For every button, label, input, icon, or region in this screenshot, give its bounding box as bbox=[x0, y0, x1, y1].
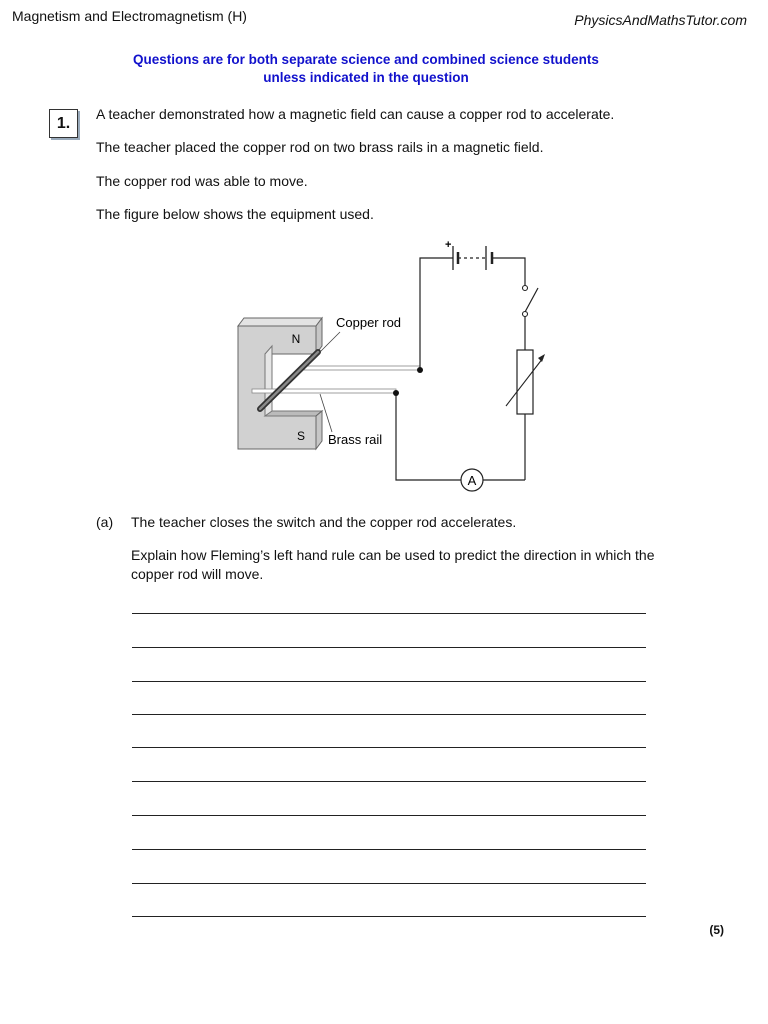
equipment-diagram bbox=[230, 236, 560, 498]
part-a-label: (a) bbox=[96, 514, 114, 530]
answer-line[interactable] bbox=[132, 883, 646, 884]
switch bbox=[523, 286, 539, 317]
notice-line-2: unless indicated in the question bbox=[263, 70, 469, 85]
question-number: 1. bbox=[49, 109, 78, 138]
notice-line-1: Questions are for both separate science and combined science students bbox=[133, 52, 599, 67]
answer-line[interactable] bbox=[132, 815, 646, 816]
answer-line[interactable] bbox=[132, 714, 646, 715]
header-topic: Magnetism and Electromagnetism (H) bbox=[12, 8, 247, 24]
connection-dot bbox=[393, 390, 399, 396]
answer-line[interactable] bbox=[132, 647, 646, 648]
brass-rail-label: Brass rail bbox=[328, 432, 383, 447]
battery bbox=[445, 239, 492, 270]
answer-line[interactable] bbox=[132, 781, 646, 782]
answer-line[interactable] bbox=[132, 613, 646, 614]
marks-label: (5) bbox=[709, 923, 724, 937]
question-paragraph: The teacher placed the copper rod on two brass rails in a magnetic field. bbox=[96, 139, 544, 155]
copper-rod-label: Copper rod bbox=[336, 315, 402, 330]
ammeter bbox=[461, 469, 483, 491]
question-paragraph: The figure below shows the equipment used. bbox=[96, 206, 374, 222]
answer-line[interactable] bbox=[132, 849, 646, 850]
magnet bbox=[238, 318, 322, 449]
answer-line[interactable] bbox=[132, 747, 646, 748]
connection-dot bbox=[417, 367, 423, 373]
positive-terminal-label: + bbox=[445, 239, 452, 251]
south-pole-label: S bbox=[296, 429, 306, 443]
header-site: PhysicsAndMathsTutor.com bbox=[574, 12, 747, 28]
answer-line[interactable] bbox=[132, 681, 646, 682]
part-a-prompt: Explain how Fleming’s left hand rule can be used to predict the direction in which the copper rod will move. bbox=[131, 547, 655, 582]
ammeter-label: A bbox=[467, 473, 477, 488]
answer-line[interactable] bbox=[132, 916, 646, 917]
question-paragraph: A teacher demonstrated how a magnetic field can cause a copper rod to accelerate. bbox=[96, 106, 615, 122]
variable-resistor bbox=[506, 350, 545, 414]
north-pole-label: N bbox=[291, 332, 301, 346]
notice bbox=[0, 51, 732, 87]
part-a-statement: The teacher closes the switch and the copper rod accelerates. bbox=[131, 514, 517, 530]
question-paragraph: The copper rod was able to move. bbox=[96, 173, 308, 189]
